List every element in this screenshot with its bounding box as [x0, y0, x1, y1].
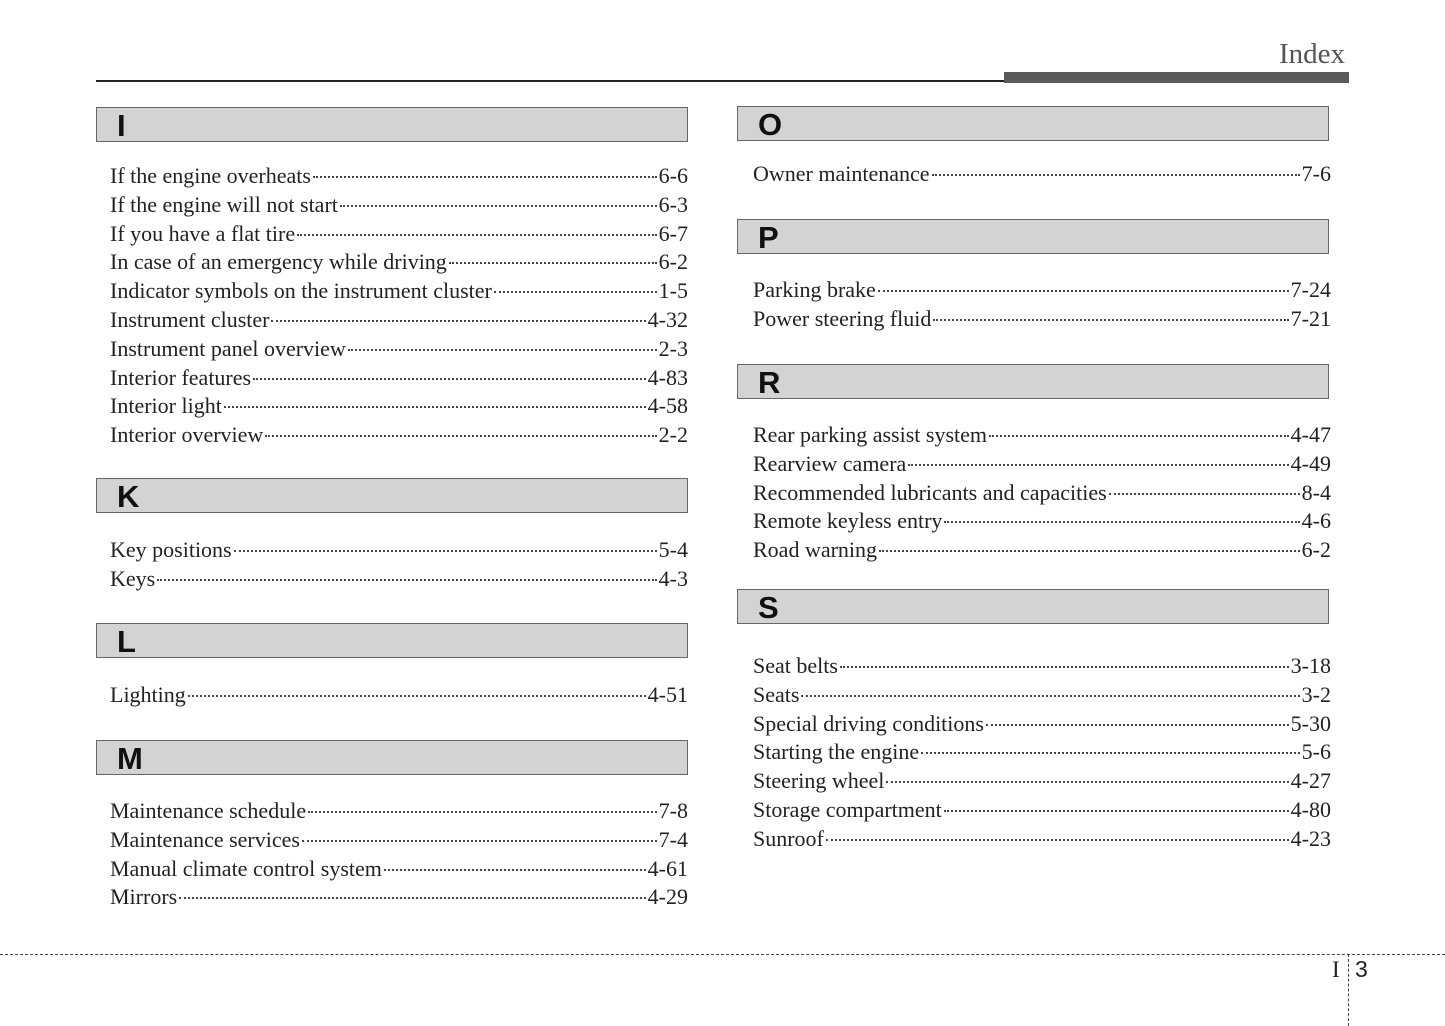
entry-page: 2-3 — [658, 335, 688, 361]
index-list-s — [753, 652, 1331, 854]
index-entry[interactable] — [753, 652, 1331, 681]
section-header-m — [96, 740, 688, 775]
index-entry[interactable] — [110, 883, 688, 912]
section-header-p — [737, 219, 1329, 254]
dot-leader — [944, 810, 1289, 812]
index-list-i — [110, 162, 688, 450]
dot-leader — [932, 174, 1300, 176]
index-entry[interactable] — [110, 335, 688, 364]
index-entry[interactable] — [753, 479, 1331, 508]
index-entry[interactable] — [110, 162, 688, 191]
dot-leader — [224, 406, 646, 408]
entry-page: 4-58 — [647, 393, 688, 419]
entry-text: Special driving conditions — [753, 710, 984, 736]
index-entry[interactable] — [753, 767, 1331, 796]
index-list-l — [110, 681, 688, 710]
index-entry[interactable] — [753, 305, 1331, 334]
entry-text: Seat belts — [753, 653, 838, 678]
index-list-p — [753, 276, 1331, 334]
entry-text: Keys — [110, 565, 156, 591]
entry-text: Interior light — [110, 393, 222, 419]
entry-text: Rear parking assist system — [753, 422, 988, 447]
dot-leader — [840, 666, 1289, 668]
footer-section: I — [1332, 957, 1340, 982]
entry-text: Indicator symbols on the instrument cluster — [110, 278, 492, 304]
entry-page: 4-6 — [1301, 508, 1331, 534]
footer-rule — [0, 954, 1445, 955]
dot-leader — [384, 869, 646, 871]
entry-page: 7-6 — [1301, 161, 1331, 186]
entry-text: Instrument panel overview — [110, 335, 346, 361]
entry-text: Parking brake — [753, 277, 876, 302]
entry-page: 7-24 — [1290, 277, 1331, 302]
entry-page: 4-47 — [1290, 422, 1331, 447]
entry-text: Interior overview — [110, 422, 264, 448]
entry-text: Maintenance schedule — [110, 798, 307, 823]
entry-text: In case of an emergency while driving — [110, 249, 447, 275]
entry-page: 3-2 — [1301, 681, 1331, 707]
index-entry[interactable] — [110, 565, 688, 594]
entry-page: 6-7 — [658, 220, 688, 246]
entry-text: If you have a flat tire — [110, 220, 296, 246]
entry-page: 6-3 — [658, 191, 688, 217]
dot-leader — [157, 579, 656, 581]
entry-text: Owner maintenance — [753, 161, 930, 186]
dot-leader — [933, 319, 1288, 321]
entry-page: 6-2 — [1301, 537, 1331, 563]
entry-page: 4-32 — [647, 306, 688, 332]
index-entry[interactable] — [753, 421, 1331, 450]
entry-page: 5-30 — [1290, 710, 1331, 736]
dot-leader — [879, 550, 1300, 552]
entry-text: Instrument cluster — [110, 306, 270, 332]
entry-text: Interior features — [110, 364, 252, 390]
entry-text: Maintenance services — [110, 826, 300, 852]
index-entry[interactable] — [110, 392, 688, 421]
index-entry[interactable] — [110, 797, 688, 826]
dot-leader — [494, 291, 657, 293]
section-letter: M — [117, 741, 143, 776]
dot-leader — [234, 550, 657, 552]
index-entry[interactable] — [110, 536, 688, 565]
dot-leader — [308, 811, 657, 813]
index-entry[interactable] — [110, 277, 688, 306]
entry-text: Recommended lubricants and capacities — [753, 479, 1107, 505]
dot-leader — [921, 752, 1299, 754]
entry-text: Lighting — [110, 682, 186, 707]
section-letter: L — [117, 624, 136, 659]
footer-divider — [1348, 954, 1349, 1026]
section-header-k — [96, 478, 688, 513]
section-header-s — [737, 589, 1329, 624]
entry-text: Storage compartment — [753, 796, 942, 822]
index-entry[interactable] — [753, 681, 1331, 710]
dot-leader — [826, 839, 1289, 841]
index-entry[interactable] — [753, 507, 1331, 536]
section-letter: P — [758, 220, 779, 255]
index-entry[interactable] — [110, 248, 688, 277]
dot-leader — [297, 234, 657, 236]
entry-page: 7-8 — [658, 798, 688, 823]
entry-text: Power steering fluid — [753, 305, 932, 331]
index-entry[interactable] — [753, 738, 1331, 767]
index-entry[interactable] — [753, 450, 1331, 479]
entry-text: Road warning — [753, 537, 878, 563]
section-header-r — [737, 364, 1329, 399]
index-entry[interactable] — [753, 825, 1331, 854]
dot-leader — [944, 521, 1299, 523]
index-entry[interactable] — [110, 681, 688, 710]
entry-page: 8-4 — [1301, 479, 1331, 505]
entry-page: 2-2 — [658, 422, 688, 448]
dot-leader — [271, 320, 645, 322]
dot-leader — [986, 724, 1289, 726]
dot-leader — [989, 435, 1289, 437]
index-entry[interactable] — [110, 306, 688, 335]
dot-leader — [348, 349, 657, 351]
entry-page: 3-18 — [1290, 653, 1331, 678]
entry-page: 5-4 — [658, 537, 688, 562]
dot-leader — [253, 378, 646, 380]
entry-text: If the engine will not start — [110, 191, 338, 217]
entry-text: Manual climate control system — [110, 855, 382, 881]
dot-leader — [1109, 493, 1300, 495]
entry-page: 4-83 — [647, 364, 688, 390]
dot-leader — [449, 262, 657, 264]
header-bar — [1004, 72, 1349, 83]
header-title: Index — [1278, 38, 1345, 70]
section-letter: R — [758, 365, 781, 400]
entry-page: 1-5 — [658, 278, 688, 304]
dot-leader — [188, 695, 646, 697]
entry-page: 4-51 — [647, 682, 688, 707]
entry-page: 4-49 — [1290, 450, 1331, 476]
dot-leader — [179, 897, 645, 899]
index-list-o — [753, 160, 1331, 189]
index-entry[interactable] — [110, 826, 688, 855]
section-header-l — [96, 623, 688, 658]
entry-page: 7-21 — [1290, 305, 1331, 331]
index-entry[interactable] — [753, 276, 1331, 305]
section-letter: O — [758, 107, 783, 142]
index-entry[interactable] — [753, 710, 1331, 739]
entry-text: Starting the engine — [753, 739, 920, 765]
entry-page: 4-29 — [647, 884, 688, 910]
header-rule — [96, 80, 1006, 82]
dot-leader — [908, 464, 1288, 466]
index-list-k — [110, 536, 688, 594]
entry-text: Sunroof — [753, 825, 824, 851]
section-letter: S — [758, 590, 779, 625]
index-entry[interactable] — [110, 855, 688, 884]
dot-leader — [878, 290, 1289, 292]
entry-page: 4-3 — [658, 565, 688, 591]
entry-text: Seats — [753, 681, 800, 707]
entry-text: Remote keyless entry — [753, 508, 943, 534]
entry-text: Key positions — [110, 537, 232, 562]
dot-leader — [801, 695, 1299, 697]
index-entry[interactable] — [110, 421, 688, 450]
entry-page: 4-61 — [647, 855, 688, 881]
index-entry[interactable] — [110, 220, 688, 249]
footer-page-number: 3 — [1355, 956, 1368, 982]
index-entry[interactable] — [753, 160, 1331, 189]
entry-page: 6-2 — [658, 249, 688, 275]
index-list-m — [110, 797, 688, 912]
entry-text: If the engine overheats — [110, 163, 311, 188]
entry-page: 6-6 — [658, 163, 688, 188]
entry-page: 5-6 — [1301, 739, 1331, 765]
index-entry[interactable] — [110, 364, 688, 393]
entry-page: 4-27 — [1290, 768, 1331, 794]
dot-leader — [265, 435, 656, 437]
section-header-o — [737, 106, 1329, 141]
dot-leader — [313, 176, 657, 178]
index-list-r — [753, 421, 1331, 565]
section-letter: K — [117, 479, 140, 514]
dot-leader — [302, 840, 657, 842]
entry-page: 7-4 — [658, 826, 688, 852]
entry-page: 4-23 — [1290, 825, 1331, 851]
dot-leader — [340, 205, 657, 207]
section-header-i — [96, 107, 688, 142]
entry-text: Mirrors — [110, 884, 178, 910]
index-entry[interactable] — [110, 191, 688, 220]
dot-leader — [886, 781, 1288, 783]
entry-text: Steering wheel — [753, 768, 885, 794]
index-entry[interactable] — [753, 536, 1331, 565]
entry-page: 4-80 — [1290, 796, 1331, 822]
section-letter: I — [117, 108, 126, 143]
entry-text: Rearview camera — [753, 450, 907, 476]
index-entry[interactable] — [753, 796, 1331, 825]
